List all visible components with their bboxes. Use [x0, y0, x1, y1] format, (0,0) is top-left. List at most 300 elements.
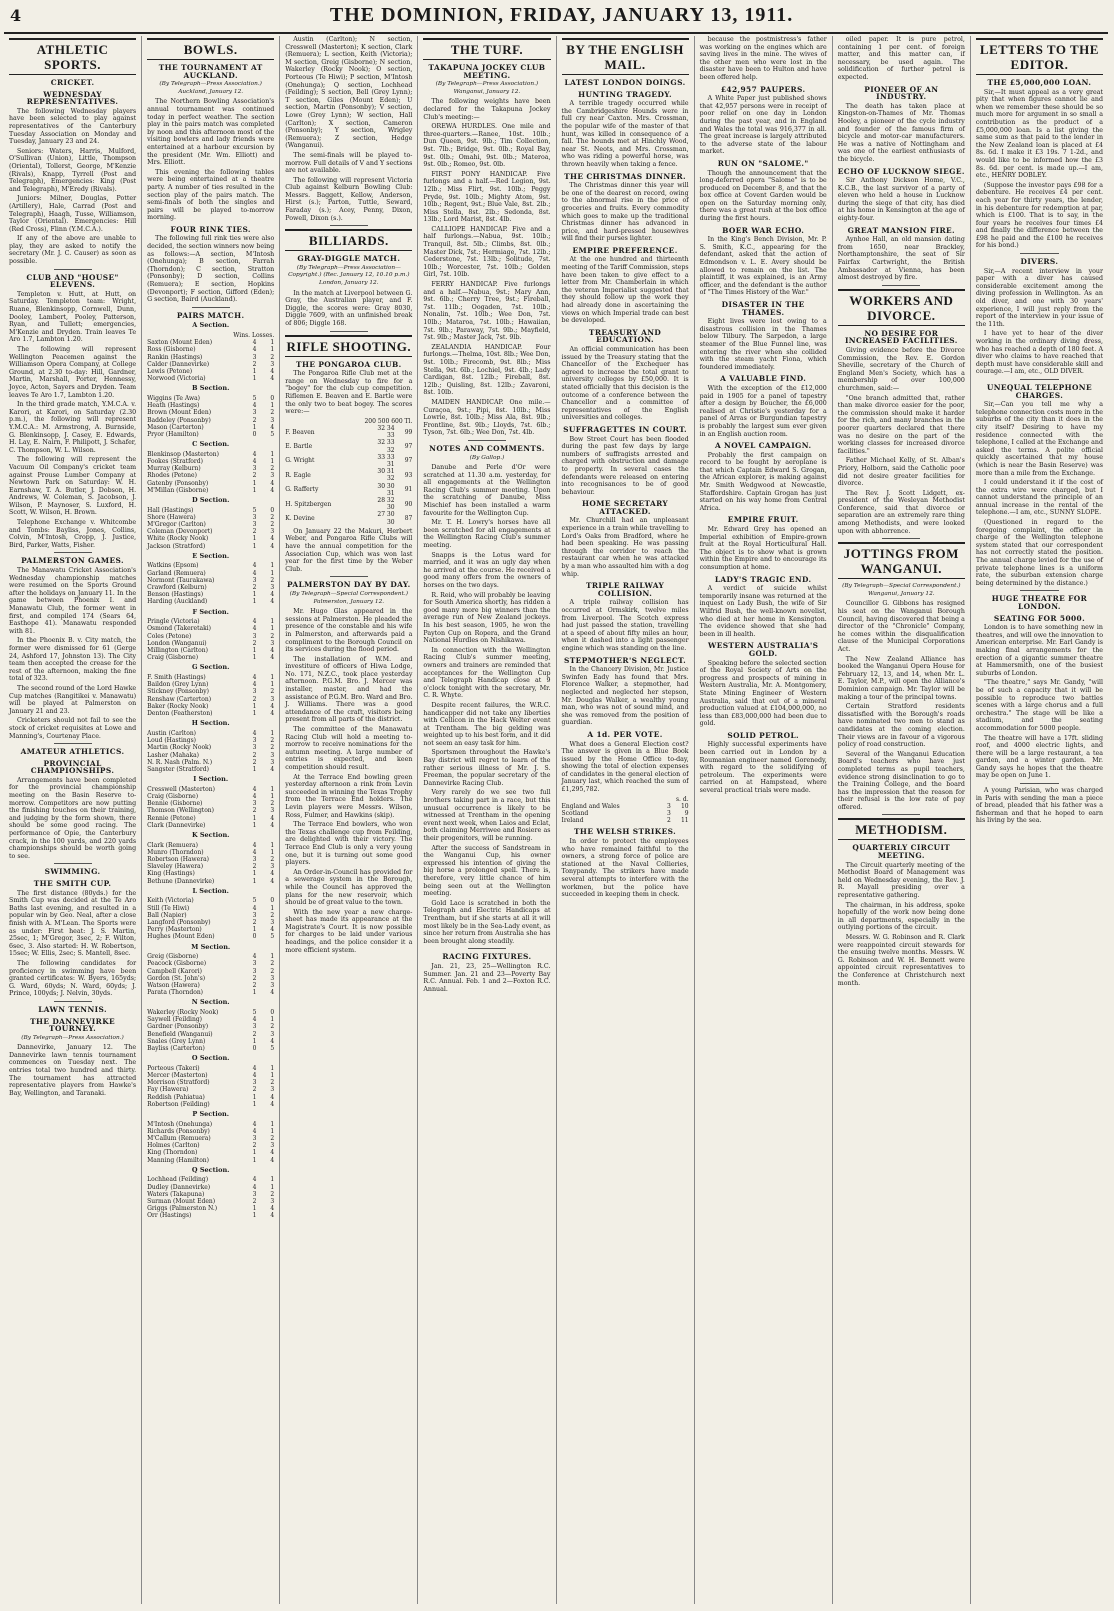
- results-row: [147, 759, 274, 766]
- results-row: [147, 912, 274, 919]
- section-heading: LETTERS TO THE EDITOR.: [976, 38, 1103, 75]
- results-value: 3: [270, 584, 275, 592]
- results-name: London (Wanganui): [147, 639, 207, 647]
- results-name: Bayliss (Carterton): [147, 1044, 205, 1052]
- results-section-label: E Section.: [192, 551, 230, 560]
- results-value: 2: [252, 981, 257, 989]
- sub-heading: ECHO OF LUCKNOW SIEGE.: [837, 166, 965, 176]
- results-value: 5: [270, 933, 275, 941]
- results-table: [147, 1009, 274, 1052]
- results-value: 1: [270, 681, 275, 689]
- section-heading: BY THE ENGLISH MAIL.: [562, 38, 689, 75]
- results-name: Richards (Ponsonby): [147, 1127, 210, 1135]
- results-row: [285, 511, 412, 525]
- results-value: 4: [252, 402, 257, 410]
- results-row: [147, 710, 274, 717]
- results-name: Lochhead (Feilding): [147, 1176, 209, 1184]
- results-name: Millington (Carlton): [147, 647, 208, 655]
- results-row: [147, 730, 274, 737]
- results-name: M'Millan (Gisborne): [147, 486, 209, 494]
- results-value: 4: [270, 542, 275, 550]
- results-row: [147, 577, 274, 584]
- results-value: 5: [252, 1008, 257, 1016]
- results-section-label: F Section.: [192, 607, 229, 616]
- results-value: 97: [404, 442, 413, 450]
- results-name: Baker (Rocky Nook): [147, 702, 209, 710]
- results-value: 32 33 32: [377, 439, 395, 454]
- results-value: 1: [252, 702, 257, 710]
- results-value: 3: [252, 1023, 257, 1031]
- sub-heading: A VALUABLE FIND.: [720, 374, 807, 384]
- sub-heading: £42,957 PAUPERS.: [720, 84, 806, 94]
- results-row: [562, 817, 689, 824]
- results-row: [147, 1157, 274, 1164]
- sub-heading: SWIMMING.: [44, 867, 101, 877]
- results-section-label: G Section.: [191, 663, 230, 672]
- article-paragraph: (Suppose the investor pays £98 for a debenture. He receives £4 per cent. each year for thirty years, the lender, in his debenture for redemption at par, which is £100. That is to say, in the four years he receives four times £4 and finally the difference between the £98 he paid and the £100 he receives for his bond.): [975, 181, 1103, 250]
- results-row: [147, 1009, 274, 1016]
- results-row: [147, 458, 274, 465]
- sub-heading: HOME SECRETARY ATTACKED.: [582, 499, 669, 516]
- results-row: [147, 570, 274, 577]
- column-bowls-continued: [280, 36, 418, 1604]
- results-value: 1: [270, 569, 275, 577]
- results-name: Orr (Hastings): [147, 1212, 192, 1220]
- article-paragraph: MAIDEN HANDICAP. One mile.—Curaçoa, 9st.; Pipi, 8st. 10lb.; Miss Lowrie, 8st. 10lb.; Miss Ala, 8st. 9lb.; Frontline, 8st. 9lb.; Lloyds, 7st. 6lb.; Tyson, 7st. 6lb.; Wee Don, 7st. 4lb.: [423, 398, 551, 437]
- results-value: 2: [270, 967, 275, 975]
- results-value: 1: [270, 339, 275, 347]
- results-value: 2: [270, 521, 275, 529]
- results-name: Saywell (Feilding): [147, 1016, 203, 1024]
- results-name: Coles (Petone): [147, 632, 192, 640]
- results-name: King (Thorndon): [147, 1149, 198, 1157]
- results-value: 1: [252, 710, 257, 718]
- results-row: [147, 674, 274, 681]
- results-row: [147, 543, 274, 550]
- results-value: 1: [270, 1016, 275, 1024]
- results-name: Pringle (Victoria): [147, 618, 200, 626]
- results-row: [147, 633, 274, 640]
- results-value: 3: [270, 528, 275, 536]
- results-table: [147, 1176, 274, 1219]
- results-row: [147, 1045, 274, 1052]
- section-heading: RIFLE SHOOTING.: [285, 335, 412, 357]
- results-row: [147, 744, 274, 751]
- results-table: [147, 562, 274, 605]
- column-rule: [330, 576, 368, 577]
- results-row: [147, 417, 274, 424]
- results-name: Griggs (Palmerston N.): [147, 1205, 218, 1213]
- results-value: 4: [270, 368, 275, 376]
- results-row: [147, 640, 274, 647]
- results-row: [147, 591, 274, 598]
- results-row: [147, 982, 274, 989]
- sub-heading: PROVINCIAL CHAMPIONSHIPS.: [30, 758, 115, 776]
- results-value: 4: [270, 1100, 275, 1108]
- results-value: 1: [252, 1156, 257, 1164]
- results-name: Robertson (Hawera): [147, 855, 210, 863]
- results-name: Morrison (Stratford): [147, 1079, 210, 1087]
- results-value: 4: [252, 625, 257, 633]
- sub-heading: THE PONGAROA CLUB.: [296, 359, 402, 369]
- results-value: 2: [252, 472, 257, 480]
- masthead: [4, 4, 1108, 34]
- article-paragraph: In connection with the Wellington Racing Club's summer meeting, owners and trainers are reminded that acceptances for the Wellington Cup and Telegraph Handicap close at 9 o'clock tonight with the secretary, Mr. C. R. Whyte.: [423, 646, 551, 700]
- results-value: 2: [270, 1134, 275, 1142]
- results-name: K. Devine: [285, 514, 315, 522]
- results-value: 1: [252, 542, 257, 550]
- sub-heading: TAKAPUNA JOCKEY CLUB MEETING.: [428, 63, 546, 80]
- results-name: Clark (Dannevirke): [147, 821, 206, 829]
- results-row: [147, 368, 274, 375]
- article-paragraph: Despite recent failures, the W.R.C. handicapper did not take any liberties with Cellicon in the Hack Welter event at Trentham. The big gelding was weighted up to his best form, and it did not seem an easy task for him.: [423, 701, 551, 747]
- results-name: Parata (Thorndon): [147, 989, 204, 997]
- results-name: Ross (Gisborne): [147, 346, 196, 354]
- results-value: 0: [270, 506, 275, 514]
- results-name: Langford (Ponsonby): [147, 918, 211, 926]
- article-paragraph: At the Terrace End bowling green yesterday afternoon a rink from Levin succeeded in winning the Texas Trophy from the Terrace End holders. The Levin players were Messrs. Wilson, Ross, Fulmer, and Hawkins (skip).: [285, 773, 413, 819]
- results-value: 4: [252, 1176, 257, 1184]
- results-row: [147, 1142, 274, 1149]
- article-paragraph: In order to protect the employees who have remained faithful to the owners, a strong force of police are stationed at the Naval Collieries, Tonypandy. The strikers have made several attempts to interfere with the workmen, but the police have succeeded in keeping them in check.: [561, 838, 689, 899]
- results-row: [147, 1191, 274, 1198]
- results-value: 4: [252, 785, 257, 793]
- results-value: 3: [252, 465, 257, 473]
- results-name: Renshaw (Carterton): [147, 695, 212, 703]
- sub-heading: SOLID PETROL.: [727, 730, 800, 740]
- results-row: [147, 905, 274, 912]
- results-value: 5: [252, 395, 257, 403]
- dateline: (By Gallop.): [469, 454, 505, 461]
- results-value: 3: [252, 1134, 257, 1142]
- results-value: 4: [270, 821, 275, 829]
- results-value: 2: [270, 353, 275, 361]
- results-value: 1: [252, 1212, 257, 1220]
- article-paragraph: The Pongaroa Rifle Club met at the range on Wednesday to fire for a "bogey" for the club cup competition. Riflemen E. Beaven and E. Bartle were the only two to beat bogey. The scores were:—: [285, 370, 413, 416]
- results-row: [147, 618, 274, 625]
- results-value: 2: [270, 576, 275, 584]
- section-heading: BILLIARDS.: [285, 229, 412, 251]
- sub-heading: WEDNESDAY REPRESENTATIVES.: [26, 89, 119, 107]
- article-paragraph: R. Reid, who will probably be leaving for South America shortly, has ridden a good many more big winners than the average run of New Zealand jockeys. In his best season, 1905, he won the Payton Cup on Ropera, and the Grand National Hurdles on Nishikawa.: [423, 591, 551, 645]
- results-name: Surman (Mount Eden): [147, 1198, 216, 1205]
- article-paragraph: OREWA HURDLES. One mile and three-quarters.—Ranee, 10st. 10lb.; Dun Queen, 9st. 9lb.; Tim Collection, 9st. 7lb.; Bridge, 9st. 0lb.; Royal Bay, 9st. 0lb.; Omahi, 9st. 0lb.; Materoa, 9st. 0lb.; Romeo, 9st. 0lb.: [423, 123, 551, 169]
- sub-heading: LATEST LONDON DOINGS.: [564, 78, 686, 87]
- results-value: 0: [270, 897, 275, 905]
- column-rule: [1020, 379, 1058, 380]
- results-row: [147, 926, 274, 933]
- results-value: 4: [252, 346, 257, 354]
- results-name: Porteous (Takeri): [147, 1064, 200, 1072]
- sub-heading: SUFFRAGETTES IN COURT.: [563, 424, 687, 434]
- results-value: 4: [252, 569, 257, 577]
- article-paragraph: Very rarely do we see two full brothers taking part in a race, but this unusual occurrence is likely to be witnessed at Trentham in the opening event next week, when Laios and Eclat, both claiming Merriwee and Rosiere as their progenitors, will be running.: [423, 789, 551, 842]
- results-row: [147, 1086, 274, 1093]
- column-rule: [330, 331, 368, 332]
- results-name: White (Rocky Nook): [147, 535, 209, 543]
- article-paragraph: I could understand it if the cost of the extra wire were charged, but I cannot understand the principle of an annual increase in the rental of the telephone.—I am, etc., SUNNY SLOPE.: [975, 479, 1103, 517]
- results-name: R. Eagle: [285, 471, 311, 479]
- results-value: 3: [252, 353, 257, 361]
- results-table: [147, 618, 274, 661]
- results-value: 5: [270, 1044, 275, 1052]
- results-name: Jackson (Stratford): [147, 542, 206, 550]
- results-value: 2: [270, 513, 275, 521]
- results-value: 3: [270, 1086, 275, 1094]
- results-row: [147, 451, 274, 458]
- results-value: 1: [252, 926, 257, 934]
- results-value: 1: [252, 1093, 257, 1101]
- results-value: 4: [270, 989, 275, 997]
- results-value: 4: [252, 450, 257, 458]
- column-rule: [882, 285, 920, 286]
- results-value: 87: [404, 514, 413, 522]
- results-value: 2: [270, 632, 275, 640]
- results-value: 4: [252, 1016, 257, 1024]
- results-row: [147, 1128, 274, 1135]
- article-paragraph: Bow Street Court has been flooded during the past few days by large numbers of suffragists arrested and charged with obstruction and damage to property. In several cases the defendants were released on entering into recognisances to be of good behaviour.: [561, 435, 689, 496]
- results-value: 3: [270, 472, 275, 480]
- results-name: Osmond (Takeretaki): [147, 625, 211, 633]
- section-heading: METHODISM.: [838, 818, 965, 840]
- article-paragraph: A young Parisian, who was charged in Paris with sending the man a piece of bread, pleaded that his father was a fisherman and that he hoped to earn his living by the sea.: [975, 787, 1103, 825]
- article-paragraph: oiled paper. It is pure petrol, containing 1 per cent. of foreign matter, and this matter can, if necessary, be used again. The solidification of further petrol is expected.: [837, 36, 965, 81]
- article-paragraph: Probably the first campaign on record to be fought by aeroplane is that which Captain Edward S. Grogan, the African explorer, is making against Mr. Smith Wedgwood at Newcastle, Staffordshire. Captain Grogan has just started on his way home from Central Africa.: [699, 451, 827, 512]
- article-paragraph: In the third grade match, Y.M.C.A. v. Karori, at Karori, on Saturday (2.30 p.m.), the following will represent Y.M.C.A.: M. Armstrong, A. Burnside, G. Blenkinsopp, J. Casey, E. Edwards, H. Lay, E. Nairn, F. Philipott, J. Schafer, C. Thompson, W. L. Wilson.: [9, 401, 137, 454]
- article-paragraph: Sir,—A recent interview in your paper with a diver has caused considerable excitement among the diving profession in Wellington. As an old diver, and one with 30 years' experience, I will just reply from the report of the interview in your issue of the 11th.: [975, 267, 1103, 328]
- results-row: [147, 1205, 274, 1212]
- article-paragraph: A terrible tragedy occurred while the Cambridgeshire Hounds were in full cry near Caxton. Mrs. Crossman, the popular wife of the master of that hunt, was killed in consequence of a fall. The hounds met at Hinchly Wood, near St. Neots, and Mrs. Crossman, who was riding a powerful horse, was thrown heavily when taking a fence.: [561, 100, 689, 168]
- results-table: [147, 786, 274, 829]
- results-value: 2: [252, 695, 257, 703]
- results-value: 2: [270, 688, 275, 696]
- results-value: 1: [252, 479, 257, 487]
- results-section-label: M Section.: [191, 942, 231, 951]
- column-rule: [54, 552, 92, 553]
- results-value: 30 30 31: [377, 482, 395, 497]
- results-value: 99: [404, 428, 413, 436]
- article-paragraph: In the King's Bench Division, Mr. P. S. Smith, K.C., appearing for the defendant, asked that the action of Edmondson v. L. E. Avery should be allowed to remain on the list. The plaintiff, it was explained, is an Army officer, and the defendant is the author of "The Times History of the War.": [699, 236, 827, 297]
- results-value: 0: [252, 431, 257, 439]
- sub-heading: STEPMOTHER'S NEGLECT.: [564, 655, 687, 665]
- results-row: [147, 487, 274, 494]
- column-rule: [882, 814, 920, 815]
- results-row: [147, 647, 274, 654]
- results-value: 2: [252, 1030, 257, 1038]
- results-value: 1: [252, 647, 257, 655]
- results-name: England and Wales: [561, 802, 620, 810]
- results-value: 91: [404, 486, 413, 494]
- sub-heading: DISASTER IN THE THAMES.: [721, 300, 805, 317]
- article-paragraph: I have yet to hear of the diver working in the ordinary diving dress, who has reached a depth of 180 feet. A diver who claims to have reached that depth must have considerable skill and courage.—I am, etc., OLD DIVER.: [975, 330, 1103, 376]
- results-name: H. Spitzbergen: [285, 500, 332, 508]
- results-row: [147, 402, 274, 409]
- results-row: [562, 810, 689, 817]
- dateline: (By Telegraph—Special Correspondent.) Wanganui, January 12.: [842, 583, 961, 597]
- results-name: Hughes (Mount Eden): [147, 933, 215, 941]
- results-value: 1: [270, 625, 275, 633]
- results-name: Heath (Hastings): [147, 402, 200, 410]
- results-section-label: D Section.: [191, 496, 230, 505]
- results-heading: Wins. Losses.: [233, 332, 275, 339]
- column-letters-to-the-editor: [971, 36, 1108, 1604]
- article-paragraph: The installation of W.M. and investiture of officers of Hiwa Lodge, No. 171, N.Z.C., took place yesterday afternoon. P.G.M. Bro. J. Mercer was installer, master, and had the assistance of P.G.M. Bro. Ward and Bro. J. Williams. There was a good attendance of the craft, visitors being present from all parts of the district.: [285, 655, 413, 724]
- column-grid: [4, 36, 1108, 1604]
- results-row: [147, 793, 274, 800]
- results-heading: s. d.: [675, 795, 689, 803]
- article-paragraph: Mr. Edward Grey has opened an Imperial exhibition of Empire-grown fruit at the Royal Horticultural Hall. The object is to show what is grown within the Empire and to encourage its consumption at home.: [699, 526, 827, 571]
- results-value: 4: [270, 535, 275, 543]
- section-heading: ATHLETIC SPORTS.: [9, 38, 136, 75]
- results-section-label: I Section.: [193, 775, 229, 784]
- results-value: 2: [270, 1023, 275, 1031]
- article-paragraph: At the one hundred and thirteenth meeting of the Tariff Commission, steps have been taken to give effect to a letter from Mr. Chamberlain in which the veteran Imperialist suggested that they should follow up the work they had already done in ascertaining the views on which Imperial trade can best be developed.: [561, 256, 689, 325]
- results-name: Gatenby (Ponsonby): [147, 479, 209, 487]
- results-name: Watkins (Epsom): [147, 562, 199, 570]
- results-name: Gordon (St. John's): [147, 974, 206, 982]
- results-name: Murray (Kelburn): [147, 465, 201, 473]
- results-value: 3: [270, 360, 275, 368]
- results-value: 28 32 30: [377, 496, 395, 512]
- results-value: 4: [252, 1071, 257, 1079]
- results-heading-row: [147, 332, 274, 339]
- sub-heading: THE WELSH STRIKES.: [574, 827, 677, 837]
- results-value: 3: [252, 960, 257, 968]
- results-row: [147, 528, 274, 535]
- sub-heading: UNEQUAL TELEPHONE CHARGES.: [986, 382, 1092, 400]
- results-row: [147, 737, 274, 744]
- results-value: 1: [252, 989, 257, 997]
- sub-heading: PAIRS MATCH.: [176, 310, 245, 320]
- article-paragraph: The committee of the Manawatu Racing Club will hold a meeting to-morrow to receive nominations for the autumn meeting. A large number of entries is expected, and keen competition should result.: [285, 726, 413, 772]
- results-row: [147, 688, 274, 695]
- results-table: [562, 796, 689, 825]
- results-name: Cresswell (Masterton): [147, 785, 215, 793]
- results-value: 4: [270, 870, 275, 878]
- results-row: [285, 439, 412, 453]
- results-value: 4: [270, 1149, 275, 1157]
- results-value: 2: [252, 639, 257, 647]
- results-row: [147, 815, 274, 822]
- results-value: 2: [252, 528, 257, 536]
- article-paragraph: The Christmas dinner this year will be one of the dearest on record, owing to the abnormal rise in the price of groceries and fruits. Every commodity which goes to make up the traditional Christmas dinner has advanced in price, and hard-pressed housewives will find their purses lighter.: [561, 182, 689, 243]
- results-value: 1: [270, 785, 275, 793]
- results-row: [147, 703, 274, 710]
- results-name: Hall (Hastings): [147, 506, 194, 514]
- dateline: (By Telegraph—Press Association—Copyright.) (Rec. January 12, 10.10 p.m.) London, January 12.: [288, 264, 410, 287]
- results-value: 4: [270, 1093, 275, 1101]
- results-row: [285, 483, 412, 497]
- results-row: [147, 807, 274, 814]
- results-table: [147, 395, 274, 438]
- results-row: [147, 856, 274, 863]
- article-paragraph: In the match at Liverpool between G. Gray, the Australian player, and F. Diggle, the scores were: Gray 8030, Diggle 7609, with an unfinished break of 806; Diggle 168.: [285, 289, 413, 327]
- results-name: Thomson (Wellington): [147, 807, 215, 815]
- results-value: 3: [270, 974, 275, 982]
- results-name: Clark (Remuera): [147, 841, 198, 849]
- article-paragraph: The second round of the Lord Hawke Cup matches (Rangitikei v. Manawatu) will be played at Palmerston on January 21 and 23.: [9, 684, 137, 715]
- results-value: 4: [270, 647, 275, 655]
- results-value: 4: [252, 1064, 257, 1072]
- results-value: 2: [252, 751, 257, 759]
- results-name: Keith (Victoria): [147, 897, 194, 905]
- sub-heading: PALMERSTON GAMES.: [21, 556, 124, 566]
- results-section-label: Q Section.: [191, 1165, 230, 1174]
- column-rule: [468, 948, 506, 949]
- results-row: [147, 395, 274, 402]
- results-value: 27 30 30: [377, 511, 395, 526]
- results-name: Ball (Napier): [147, 911, 187, 919]
- results-value: 10: [680, 802, 689, 810]
- section-heading: BOWLS.: [147, 38, 274, 60]
- sub-heading: THE CHRISTMAS DINNER.: [564, 171, 687, 181]
- results-value: 4: [270, 598, 275, 606]
- article-paragraph: Gold Lace is scratched in both the Telegraph and Electric Handicaps at Trentham, but if she starts at all it will most likely be in the Sea-Lady event, as since her return from Australia she has been brought along steadily.: [423, 899, 551, 945]
- results-value: 5: [252, 897, 257, 905]
- results-row: [147, 919, 274, 926]
- results-name: M'Intosh (Onehunga): [147, 1120, 213, 1128]
- column-rule: [1020, 783, 1058, 784]
- results-section-label: A Section.: [192, 321, 230, 330]
- section-heading: THE TURF.: [423, 38, 550, 60]
- results-value: 4: [270, 1037, 275, 1045]
- results-row: [147, 878, 274, 885]
- results-table: [147, 1065, 274, 1108]
- results-value: 1: [252, 591, 257, 599]
- section-heading: WORKERS AND DIVORCE.: [838, 289, 965, 326]
- results-row: [147, 535, 274, 542]
- article-paragraph: Giving evidence before the Divorce Commission, the Rev. E. Gordon Sheville, secretary of the Church of England Men's Society, which has a membership of over 100,000 churchmen, said:—: [837, 347, 965, 392]
- results-name: Perry (Masterton): [147, 926, 202, 934]
- results-name: Calder (Dannevirke): [147, 360, 210, 368]
- results-name: Manning (Hamilton): [147, 1156, 210, 1164]
- article-paragraph: Templeton v. Hutt, at Hutt, on Saturday. Templeton team: Wright, Ruane, Blenkinsopp, Cornwell, Dunn, Dooley, Lambert, Pooley, Patterson, Ryan, and Tullett; emergencies, M'Kenzie and Dryden. Train leaves Te Aro 1.7, Lambton 1.20.: [9, 290, 137, 344]
- results-value: 1: [270, 402, 275, 410]
- results-row: [285, 425, 412, 439]
- results-table: [147, 451, 274, 494]
- results-value: 0: [252, 1044, 257, 1052]
- results-row: [147, 361, 274, 368]
- results-value: 3: [252, 632, 257, 640]
- results-section-label: L Section.: [192, 886, 229, 895]
- newspaper-title-date: THE DOMINION, FRIDAY, JANUARY 13, 1911.: [329, 4, 794, 26]
- results-value: 1: [270, 904, 275, 912]
- results-name: Fay (Hawera): [147, 1086, 189, 1094]
- results-row: [147, 933, 274, 940]
- results-section-label: N Section.: [191, 998, 230, 1007]
- results-row: [147, 1149, 274, 1156]
- results-row: [147, 375, 274, 382]
- results-value: 1: [252, 1149, 257, 1157]
- results-value: 3: [252, 737, 257, 745]
- sub-heading: CLUB AND "HOUSE" ELEVENS.: [26, 272, 119, 290]
- sub-heading: THE TOURNAMENT AT AUCKLAND.: [158, 63, 263, 80]
- article-paragraph: Sportsmen throughout the Hawke's Bay district will regret to learn of the rather serious illness of Mr. J. S. Freeman, the popular secretary of the Dannevirke Racing Club.: [423, 749, 551, 787]
- column-rule: [54, 1001, 92, 1002]
- results-row: [147, 953, 274, 960]
- sub-heading: PALMERSTON DAY BY DAY.: [287, 580, 411, 590]
- article-paragraph: This evening the following tables were being entertained at a theatre party. A number of ties resulted in the section play of the pairs match. The semi-finals of both the singles and pairs will be played to-morrow morning.: [147, 168, 275, 222]
- results-row: [147, 562, 274, 569]
- results-value: 2: [252, 1142, 257, 1150]
- column-rule: [468, 440, 506, 441]
- results-value: 4: [270, 814, 275, 822]
- results-name: Harding (Auckland): [147, 598, 208, 606]
- results-value: 2: [252, 1086, 257, 1094]
- results-value: 4: [252, 1183, 257, 1191]
- results-row: [147, 654, 274, 661]
- results-name: Martin (Rocky Nook): [147, 744, 212, 752]
